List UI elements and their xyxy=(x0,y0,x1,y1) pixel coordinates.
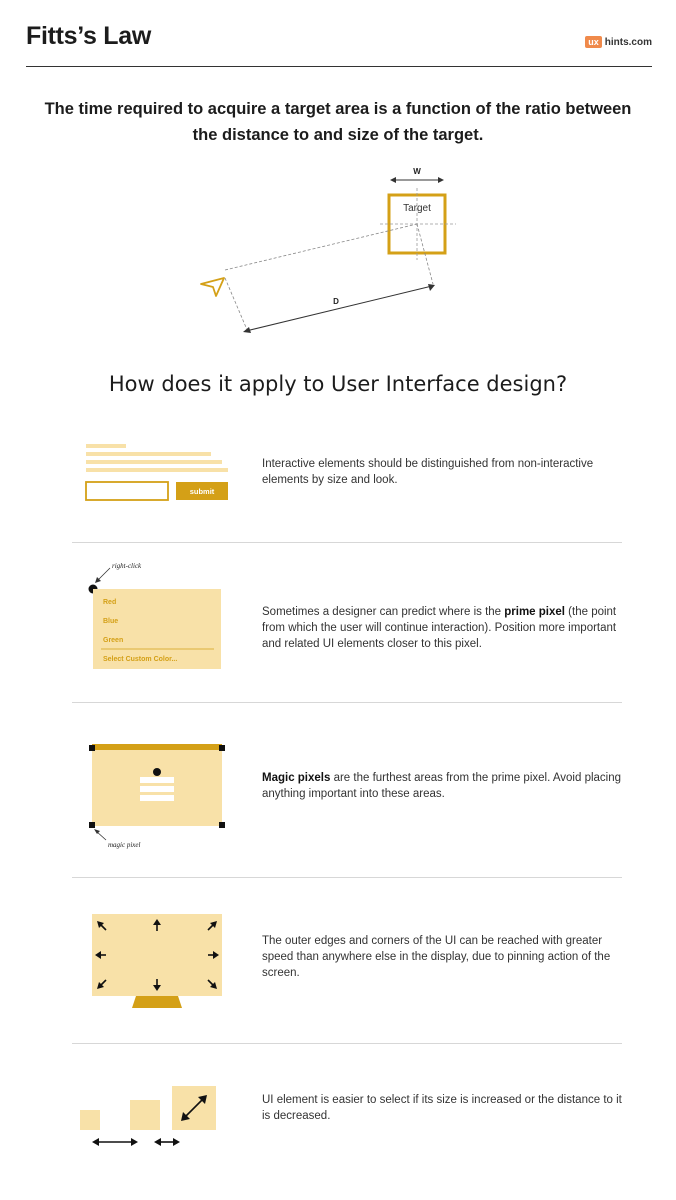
divider xyxy=(72,877,622,878)
target-label: Target xyxy=(403,203,431,214)
width-arrow xyxy=(390,177,444,183)
prime-pixel-term: prime pixel xyxy=(504,606,565,618)
cursor-icon xyxy=(201,278,224,296)
lead-statement: The time required to acquire a target area is a function of the ratio between the distance to and size of the target. xyxy=(44,100,632,144)
magic-pixel-label: magic pixel xyxy=(108,841,141,849)
row2-text-part: (the point from which the user will continue interaction). Position more important and related UI elements closer to this pixel. xyxy=(262,606,617,650)
row1-text: Interactive elements should be distinguished from non-interactive elements by size and look. xyxy=(262,458,594,486)
submit-label: submit xyxy=(189,487,215,496)
text-input[interactable] xyxy=(86,482,168,500)
width-label: W xyxy=(413,167,421,176)
window-body xyxy=(92,744,222,826)
section-subtitle: How does it apply to User Interface design? xyxy=(108,372,568,396)
row5-text: UI element is easier to select if its size is increased or the distance to it is decreased. xyxy=(262,1094,622,1122)
divider xyxy=(72,1043,622,1044)
row5-illustration xyxy=(78,1080,238,1154)
fitts-diagram xyxy=(0,160,676,340)
brand-mark: ux xyxy=(585,36,602,48)
brand-logo[interactable] xyxy=(585,36,652,48)
row3-text xyxy=(262,770,622,802)
brand-text: hints.com xyxy=(604,36,652,48)
magic-pixels-term: Magic pixels xyxy=(262,772,331,784)
row2-illustration xyxy=(84,556,244,672)
small-target xyxy=(80,1110,100,1130)
distance-label: D xyxy=(333,297,339,306)
row4-text: The outer edges and corners of the UI can be reached with greater speed than anywhere else in the display, due to pinning action of the screen. xyxy=(262,935,611,979)
window-titlebar xyxy=(92,744,222,750)
row4-illustration xyxy=(84,910,244,1010)
row3-illustration xyxy=(84,740,244,854)
monitor-stand xyxy=(132,996,182,1008)
menu-item-blue[interactable]: Blue xyxy=(103,618,119,625)
menu-item-custom-color[interactable]: Select Custom Color... xyxy=(103,656,178,663)
row3-text-part: are the furthest areas from the prime pixel. Avoid placing anything important into these areas. xyxy=(262,772,622,800)
magic-pixel-icon xyxy=(89,822,95,828)
right-click-label: right-click xyxy=(112,562,142,570)
row2-text xyxy=(262,604,622,652)
medium-target xyxy=(130,1100,160,1130)
header xyxy=(26,22,652,67)
divider xyxy=(72,542,622,543)
menu-item-green[interactable]: Green xyxy=(103,637,124,644)
page-title: Fitts’s Law xyxy=(26,22,151,50)
menu-item-red[interactable]: Red xyxy=(103,599,117,606)
row1-illustration xyxy=(84,442,244,504)
divider xyxy=(72,702,622,703)
distance-arrow xyxy=(243,284,435,333)
row2-text-part: Sometimes a designer can predict where is the xyxy=(262,606,505,618)
